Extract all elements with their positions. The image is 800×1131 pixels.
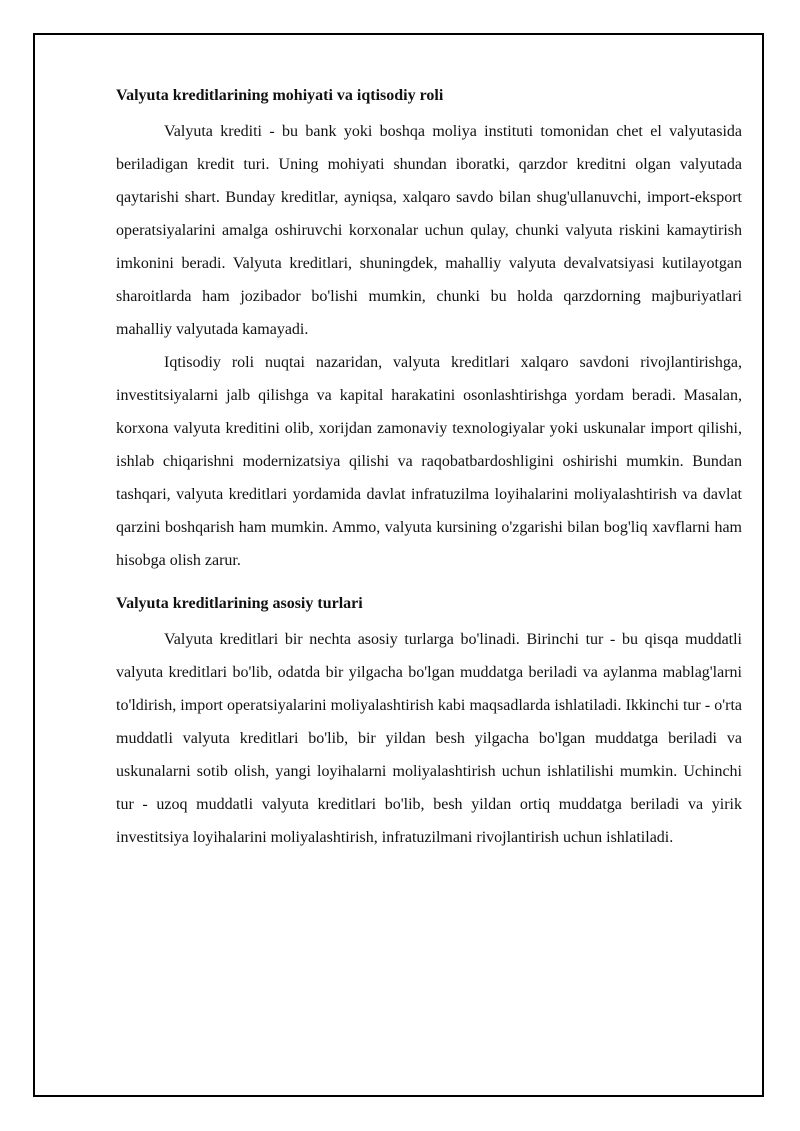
section-heading: Valyuta kreditlarining asosiy turlari	[116, 595, 363, 612]
paragraph: Valyuta krediti - bu bank yoki boshqa moliya instituti tomonidan chet el valyutasida beriladigan kredit turi. Uning mohiyati shundan iboratki, qarzdor kreditni olgan valyutada qaytarishi shart. Bunday kreditlar, ayniqsa, xalqaro savdo bilan shug'ullanuvchi, import-eksport operatsiyalarini amalga oshiruvchi korxonalar uchun qulay, chunki valyuta riskini kamaytirish imkonini beradi. Valyuta kreditlari, shuningdek, mahalliy valyuta devalvatsiyasi kutilayotgan sharoitlarda ham jozibador bo'lishi mumkin, chunki bu holda qarzdorning majburiyatlari mahalliy valyutada kamayadi.	[116, 123, 742, 338]
section-heading: Valyuta kreditlarining mohiyati va iqtisodiy roli	[116, 87, 444, 104]
paragraph: Valyuta kreditlari bir nechta asosiy turlarga bo'linadi. Birinchi tur - bu qisqa muddatli valyuta kreditlari bo'lib, odatda bir yilgacha bo'lgan muddatga beriladi va aylanma mablag'larni to'ldirish, import operatsiyalarini moliyalashtirish kabi maqsadlarda ishlatiladi. Ikkinchi tur - o'rta muddatli valyuta kreditlari bo'lib, bir yildan besh yilgacha bo'lgan muddatga beriladi va uskunalarni sotib olish, yangi loyihalarni moliyalashtirish uchun ishlatilishi mumkin. Uchinchi tur - uzoq muddatli valyuta kreditlari bo'lib, besh yildan ortiq muddatga beriladi va yirik investitsiya loyihalarini moliyalashtirish, infratuzilmani rivojlantirish uchun ishlatiladi.	[116, 631, 742, 846]
paragraph: Iqtisodiy roli nuqtai nazaridan, valyuta kreditlari xalqaro savdoni rivojlantirishga, investitsiyalarni jalb qilishga va kapital harakatini osonlashtirishga yordam beradi. Masalan, korxona valyuta kreditini olib, xorijdan zamonaviy texnologiyalar yoki uskunalar import qilishi, ishlab chiqarishni modernizatsiya qilishi va raqobatbardoshligini oshirishi mumkin. Bundan tashqari, valyuta kreditlari yordamida davlat infratuzilma loyihalarini moliyalashtirish va davlat qarzini boshqarish ham mumkin. Ammo, valyuta kursining o'zgarishi bilan bog'liq xavflarni ham hisobga olish zarur.	[116, 354, 742, 569]
section-mohiyati	[116, 84, 742, 577]
section-turlari	[116, 592, 742, 854]
document-body	[116, 84, 742, 854]
